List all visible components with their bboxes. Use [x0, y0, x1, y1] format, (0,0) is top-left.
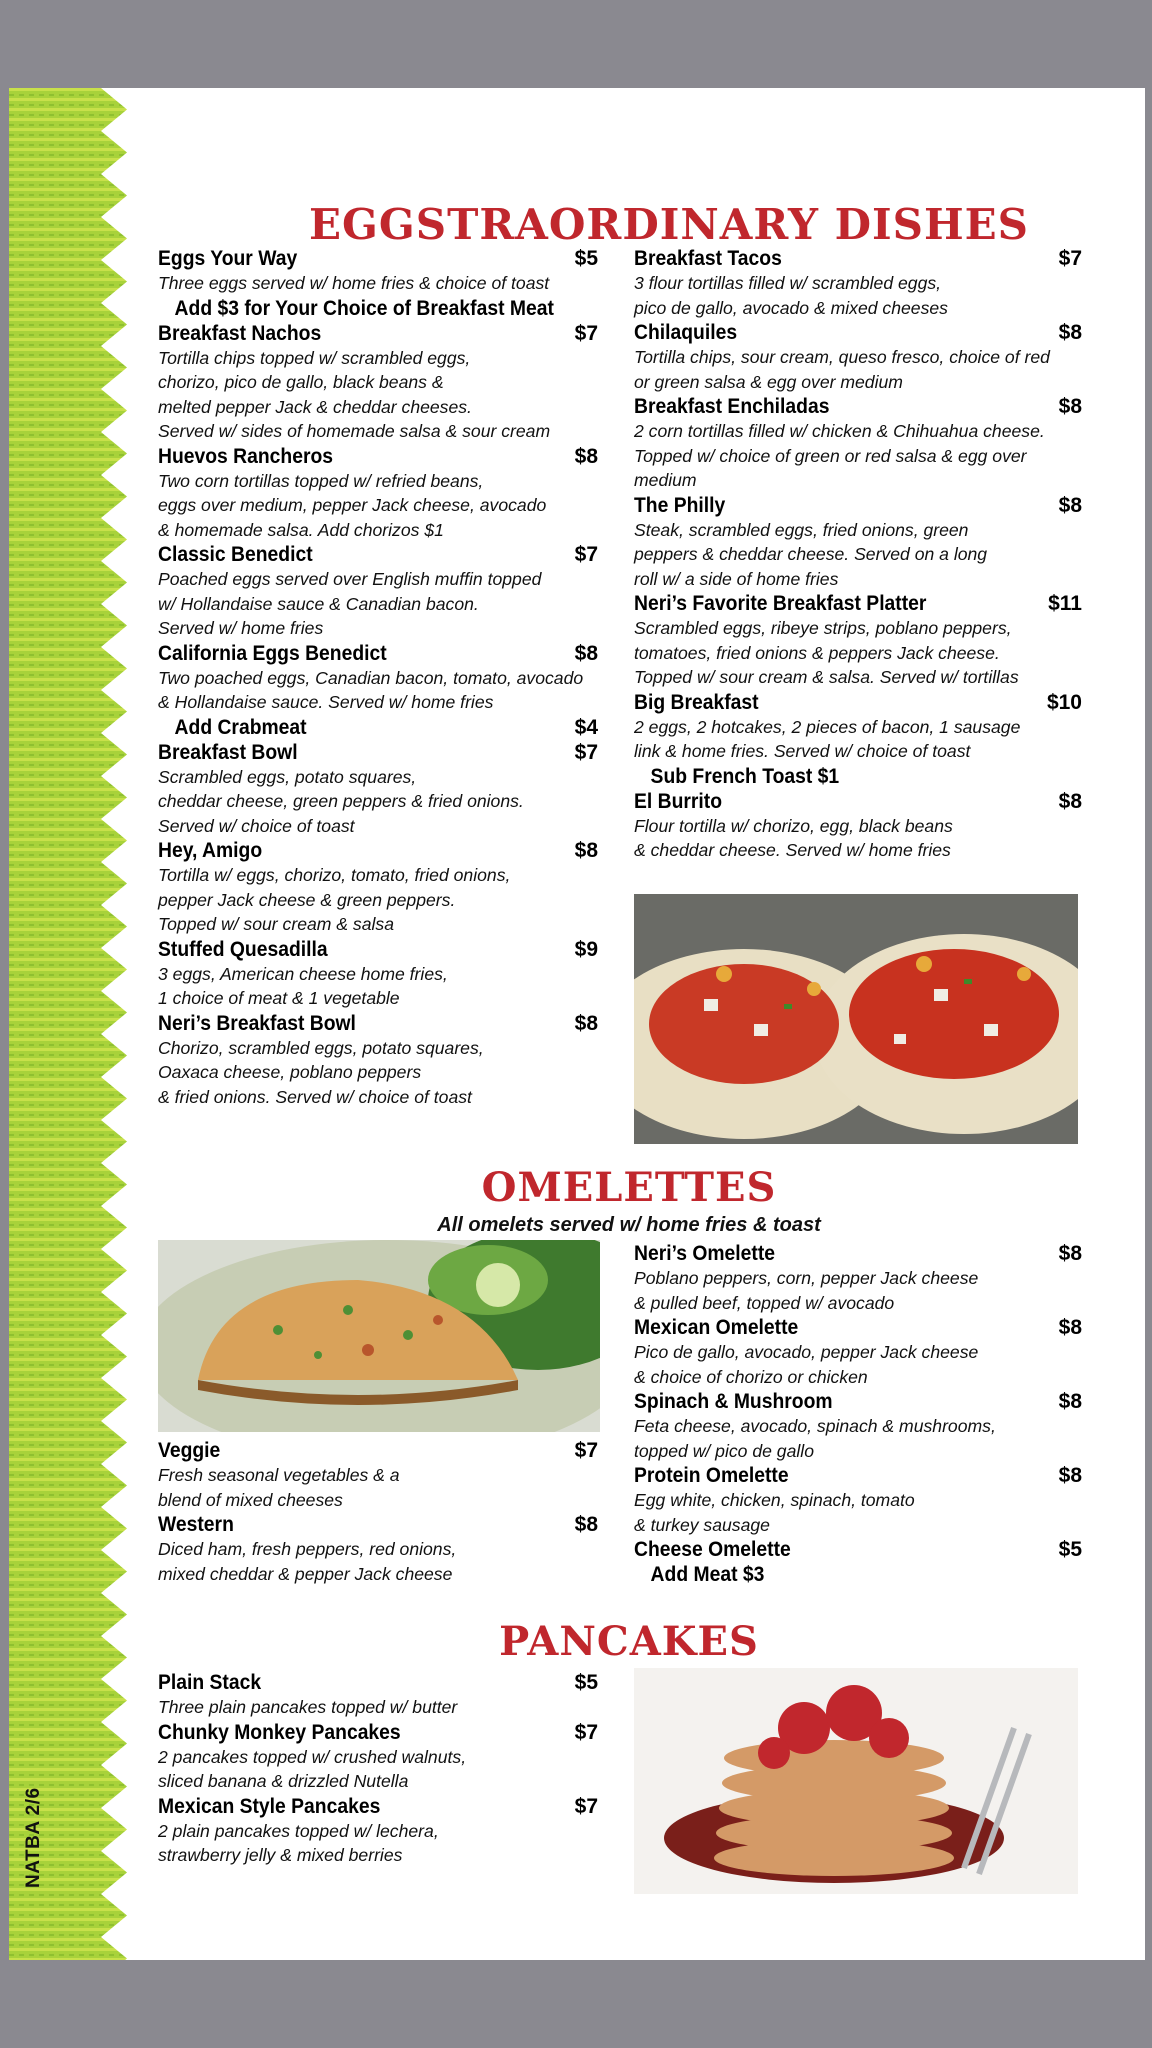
menu-item-price: $9	[574, 937, 598, 961]
menu-item-name: Eggs Your Way	[158, 247, 298, 270]
menu-item-name: Mexican Omelette	[634, 1316, 799, 1339]
menu-item-description: 2 pancakes topped w/ crushed walnuts, sliced banana & drizzled Nutella	[158, 1746, 467, 1791]
menu-addon	[634, 1562, 1082, 1587]
menu-item-description: 2 corn tortillas filled w/ chicken & Chihuahua cheese. Topped w/ choice of green or red salsa & egg over medium	[634, 421, 1045, 490]
pancakes-section-title: PANCAKES	[499, 1618, 759, 1665]
menu-item-name: Veggie	[158, 1439, 221, 1462]
menu-item-name: Mexican Style Pancakes	[158, 1794, 381, 1818]
menu-item-description: Poached eggs served over English muffin topped w/ Hollandaise sauce & Canadian bacon. Served w/ home fries	[158, 569, 542, 638]
menu-item-description: Two poached eggs, Canadian bacon, tomato, avocado & Hollandaise sauce. Served w/ home fries	[158, 667, 584, 712]
menu-item-price: $8	[574, 1513, 598, 1536]
menu-item-name: Add Crabmeat	[174, 715, 307, 739]
menu-item-description: Scrambled eggs, ribeye strips, poblano peppers, tomatoes, fried onions & peppers Jack cheese. Topped w/ sour cream & salsa. Served w/ tortillas	[634, 618, 1019, 687]
menu-item	[634, 690, 1082, 764]
menu-item	[158, 740, 598, 839]
breakfast-section-title: EGGSTRAORDINARY DISHES	[309, 200, 1030, 249]
menu-addon	[634, 764, 1082, 789]
menu-item-price: $7	[574, 543, 598, 566]
menu-item-price: $8	[1058, 1242, 1082, 1265]
menu-item-price: $5	[574, 247, 598, 270]
menu-item	[634, 394, 1082, 493]
menu-item-description: Pico de gallo, avocado, pepper Jack cheese & choice of chorizo or chicken	[634, 1342, 979, 1387]
menu-item-description: Tortilla chips, sour cream, queso fresco, choice of red or green salsa & egg over medium	[634, 347, 1050, 392]
menu-item-name: Add $3 for Your Choice of Breakfast Meat	[174, 296, 554, 320]
menu-item-description: Feta cheese, avocado, spinach & mushrooms, topped w/ pico de gallo	[634, 1416, 996, 1461]
menu-item-description: Three eggs served w/ home fries & choice of toast	[158, 273, 550, 293]
menu-item-name: Breakfast Enchiladas	[634, 395, 830, 418]
menu-item-price: $8	[1058, 789, 1082, 813]
menu-item-price: $7	[574, 321, 598, 345]
menu-item-name: California Eggs Benedict	[158, 641, 387, 665]
menu-item-description: Scrambled eggs, potato squares, cheddar cheese, green peppers & fried onions. Served w/ choice of toast	[158, 766, 524, 836]
menu-item	[158, 321, 598, 444]
menu-item-name: Classic Benedict	[158, 543, 313, 566]
menu-item	[634, 320, 1082, 394]
menu-item-price: $5	[1058, 1538, 1082, 1561]
page-label: NATBA 2/6	[23, 1787, 44, 1888]
menu-item-name: Sub French Toast $1	[650, 764, 840, 788]
menu-item	[634, 789, 1082, 863]
menu-item	[158, 1670, 598, 1720]
menu-item	[634, 591, 1082, 690]
menu-item-price: $8	[574, 641, 598, 665]
menu-item	[634, 1537, 1082, 1562]
menu-addon	[158, 296, 598, 321]
menu-item-name: Chunky Monkey Pancakes	[158, 1720, 401, 1744]
menu-item-description: Egg white, chicken, spinach, tomato & turkey sausage	[634, 1490, 915, 1535]
menu-item-name: Breakfast Nachos	[158, 321, 322, 345]
menu-item	[634, 1389, 1082, 1463]
menu-item-price: $5	[574, 1671, 598, 1694]
menu-item-price: $8	[1058, 1390, 1082, 1413]
menu-item	[158, 1438, 598, 1512]
breakfast-right-column	[634, 246, 1082, 863]
menu-item-price: $8	[1058, 321, 1082, 344]
menu-item-price: $8	[574, 444, 598, 468]
menu-item	[158, 1720, 598, 1794]
menu-item-description: Three plain pancakes topped w/ butter	[158, 1697, 458, 1717]
menu-item-name: Neri’s Breakfast Bowl	[158, 1011, 356, 1035]
menu-item-name: Big Breakfast	[634, 690, 759, 714]
menu-item	[158, 641, 598, 715]
menu-item	[634, 1241, 1082, 1315]
menu-item-name: Huevos Rancheros	[158, 444, 334, 468]
menu-item-description: Fresh seasonal vegetables & a blend of mixed cheeses	[158, 1465, 400, 1510]
menu-item-description: Flour tortilla w/ chorizo, egg, black beans & cheddar cheese. Served w/ home fries	[634, 815, 953, 860]
menu-item-price: $8	[1058, 1316, 1082, 1339]
menu-item-name: Neri’s Omelette	[634, 1242, 776, 1265]
omelettes-section-title: OMELETTES	[481, 1164, 777, 1211]
menu-item	[634, 493, 1082, 592]
menu-item-description: 2 eggs, 2 hotcakes, 2 pieces of bacon, 1 sausage link & home fries. Served w/ choice of toast	[634, 716, 1021, 761]
menu-item-name: Protein Omelette	[634, 1464, 789, 1487]
menu-item-name: Chilaquiles	[634, 321, 738, 344]
menu-item-price: $7	[574, 1794, 598, 1818]
menu-item	[634, 1463, 1082, 1537]
menu-item	[158, 937, 598, 1011]
menu-item	[158, 246, 598, 296]
menu-item-name: Plain Stack	[158, 1671, 262, 1694]
menu-item-description: 3 flour tortillas filled w/ scrambled eggs, pico de gallo, avocado & mixed cheeses	[634, 273, 948, 318]
menu-item-description: Diced ham, fresh peppers, red onions, mixed cheddar & pepper Jack cheese	[158, 1539, 457, 1584]
menu-item-description: Tortilla w/ eggs, chorizo, tomato, fried onions, pepper Jack cheese & green peppers. Topped w/ sour cream & salsa	[158, 865, 511, 934]
breakfast-tacos-photo	[634, 894, 1078, 1144]
menu-item-description: Two corn tortillas topped w/ refried beans, eggs over medium, pepper Jack cheese, avocado & homemade salsa. Add chorizos $1	[158, 470, 547, 540]
omelette-photo	[158, 1240, 600, 1432]
menu-addon	[158, 715, 598, 740]
menu-item-name: The Philly	[634, 493, 726, 517]
menu-item-name: El Burrito	[634, 789, 723, 813]
menu-item-name: Add Meat $3	[650, 1563, 765, 1586]
omelettes-left-column	[158, 1438, 598, 1586]
omelettes-right-column	[634, 1241, 1082, 1587]
menu-item-price: $8	[1058, 395, 1082, 418]
menu-item-name: Cheese Omelette	[634, 1538, 791, 1561]
menu-item-name: Spinach & Mushroom	[634, 1390, 833, 1413]
menu-item	[158, 1512, 598, 1586]
menu-item-price: $10	[1046, 690, 1082, 714]
menu-item-price: $8	[1058, 1464, 1082, 1487]
menu-item-price: $7	[574, 1720, 598, 1744]
menu-item	[158, 838, 598, 937]
menu-item-name: Hey, Amigo	[158, 839, 263, 862]
menu-item-price: $8	[574, 839, 598, 862]
menu-page	[9, 88, 1145, 1960]
menu-item-name: Stuffed Quesadilla	[158, 937, 328, 961]
omelettes-subtitle: All omelets served w/ home fries & toast	[437, 1214, 821, 1236]
menu-item-name: Western	[158, 1513, 234, 1536]
menu-item-description: Tortilla chips topped w/ scrambled eggs, chorizo, pico de gallo, black beans & melted pepper Jack & cheddar cheeses. Served w/ sides of homemade salsa & sour cream	[158, 347, 551, 441]
menu-item	[158, 1794, 598, 1868]
menu-item-description: 2 plain pancakes topped w/ lechera, strawberry jelly & mixed berries	[158, 1820, 439, 1865]
menu-item-description: Steak, scrambled eggs, fried onions, green peppers & cheddar cheese. Served on a long roll w/ a side of home fries	[634, 519, 988, 589]
menu-item-price: $7	[1058, 247, 1082, 270]
menu-item-price: $11	[1048, 592, 1082, 615]
pancakes-photo	[634, 1668, 1078, 1894]
menu-item	[634, 246, 1082, 320]
breakfast-left-column	[158, 246, 598, 1109]
menu-item-description: Poblano peppers, corn, pepper Jack cheese & pulled beef, topped w/ avocado	[634, 1268, 979, 1313]
menu-item	[158, 1011, 598, 1110]
menu-item	[634, 1315, 1082, 1389]
menu-item-price: $7	[574, 740, 598, 764]
menu-item	[158, 444, 598, 543]
menu-item-price: $7	[574, 1439, 598, 1462]
menu-item-description: Chorizo, scrambled eggs, potato squares, Oaxaca cheese, poblano peppers & fried onions. Served w/ choice of toast	[158, 1037, 484, 1107]
menu-item-name: Breakfast Tacos	[634, 247, 782, 270]
pancakes-left-column	[158, 1670, 598, 1868]
menu-item-name: Neri’s Favorite Breakfast Platter	[634, 592, 927, 615]
menu-item-price: $8	[1058, 493, 1082, 517]
menu-item	[158, 542, 598, 641]
menu-item-price: $4	[574, 715, 598, 739]
menu-item-description: 3 eggs, American cheese home fries, 1 choice of meat & 1 vegetable	[158, 963, 448, 1008]
menu-item-price: $8	[574, 1011, 598, 1035]
menu-item-name: Breakfast Bowl	[158, 740, 298, 764]
decorative-border	[9, 88, 127, 1960]
